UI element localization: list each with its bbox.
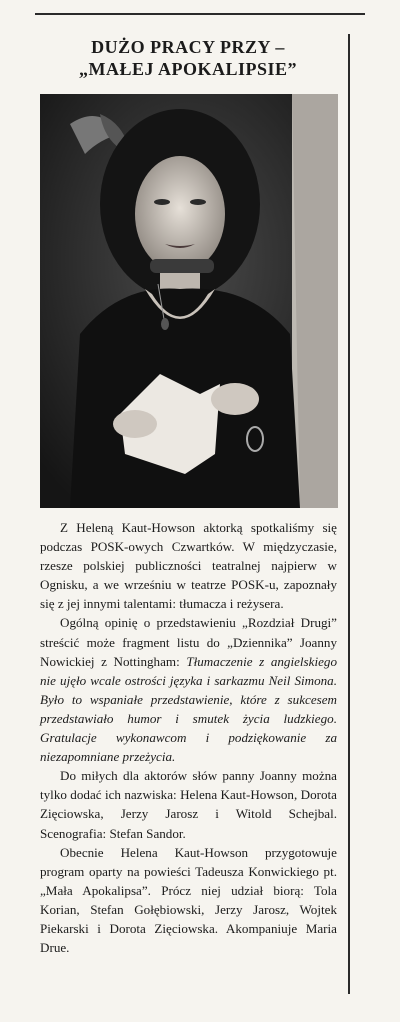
paragraph-3: Do miłych dla aktorów słów panny Joanny można tylko dodać ich nazwiska: Helena Kaut-Howson, Dorota Zięciowska, Jerzy Jarosz i Witold Schejbal. Scenografia: Stefan Sandor. [40, 768, 337, 841]
paragraph-2-quote: Tłumaczenie z angielskiego nie ujęło wcale ostrości języka i sarkazmu Neil Simona. Było to wspaniałe przedstawienie, które z sukcesem przedstawiało humor i smutek życia ludzkiego. Gratulacje wykonawcom i podziękowanie za niezapomniane przeżycia. [40, 653, 337, 765]
top-rule [35, 13, 365, 15]
headline [38, 36, 338, 80]
paragraph-2 [40, 613, 337, 766]
column-rule [348, 34, 350, 994]
portrait-photo [40, 94, 338, 508]
article-body [40, 518, 337, 957]
headline-line-2: „MAŁEJ APOKALIPSIE” [78, 59, 298, 79]
paragraph-4: Obecnie Helena Kaut-Howson przygotowuje program oparty na powieści Tadeusza Konwickiego pt. „Mała Apokalipsa”. Prócz niej udział biorą: Tola Korian, Stefan Gołębiowski, Jerzy Jarosz, Wojtek Piekarski i Dorota Zięciowska. Akompaniuje Maria Drue. [40, 844, 337, 956]
headline-line-1: DUŻO PRACY PRZY – [91, 37, 285, 57]
paragraph-2-text: Ogólną opinię o przedstawieniu „Rozdział Drugi” streścić może fragment listu do „Dziennika” Joanny Nowickiej z Nottingham: [40, 615, 337, 669]
portrait-photo-icon [40, 94, 338, 508]
paragraph-1: Z Heleną Kaut-Howson aktorką spotkaliśmy się podczas POSK-owych Czwartków. W międzyczasie, rzesze polskiej publiczności teatralnej najpierw w Ognisku, a we wrześniu w teatrze POSK-u, zapoznały się z jej innymi talentami: tłumacza i reżysera. [40, 520, 337, 612]
